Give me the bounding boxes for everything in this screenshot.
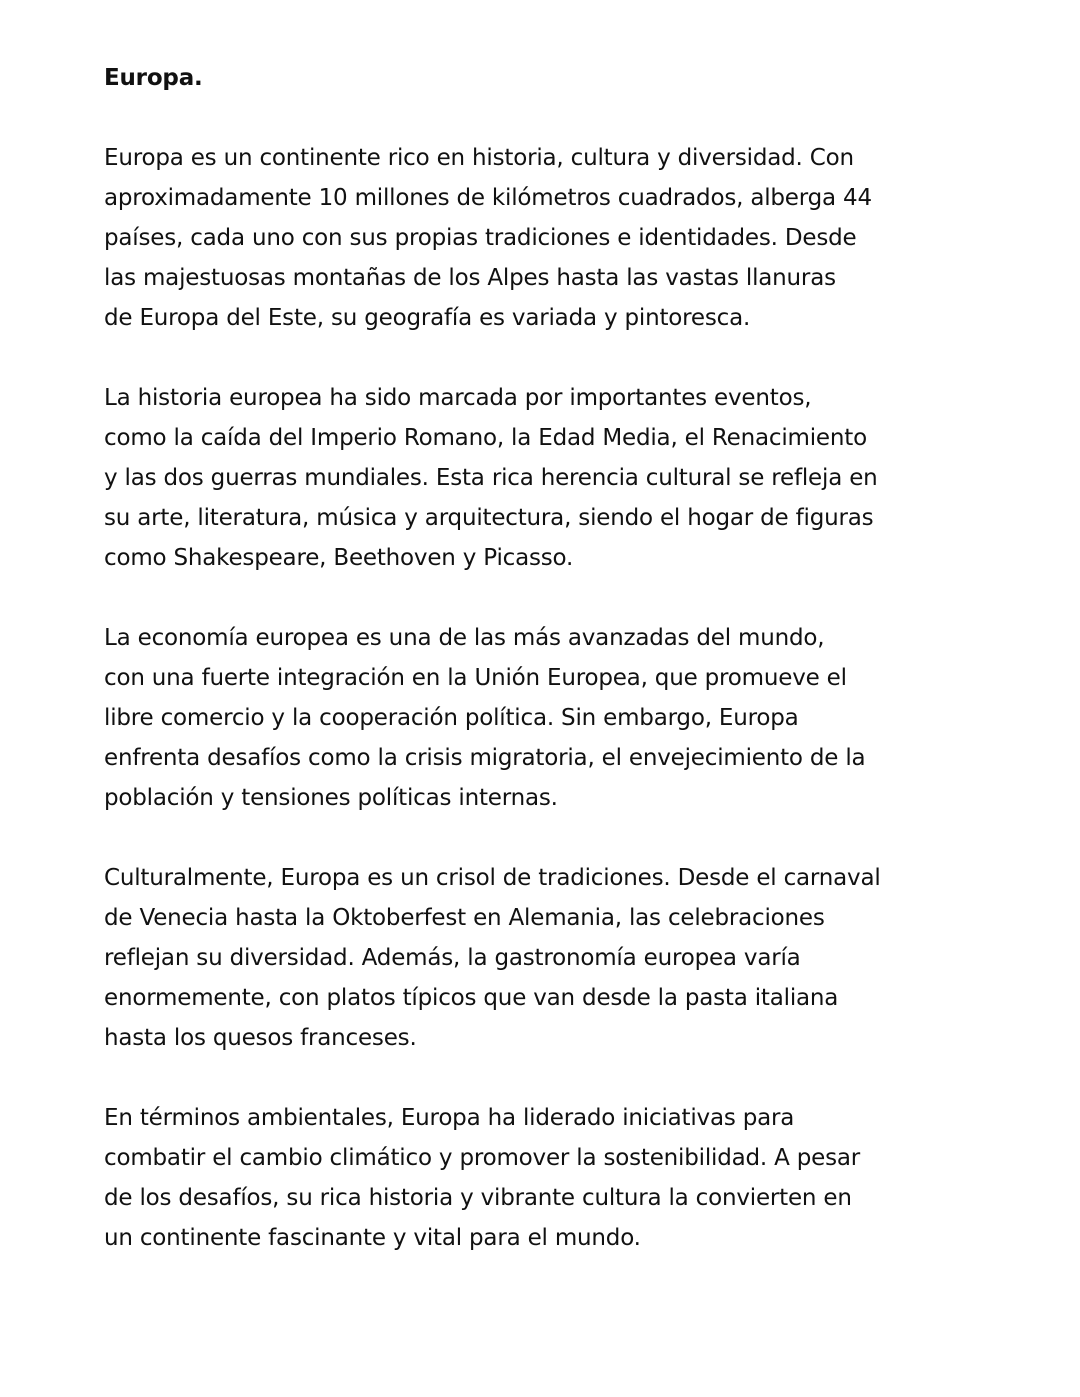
paragraph-line: La historia europea ha sido marcada por importantes eventos,	[104, 385, 812, 411]
paragraph-line: combatir el cambio climático y promover la sostenibilidad. A pesar	[104, 1145, 861, 1171]
paragraph-line: países, cada uno con sus propias tradiciones e identidades. Desde	[104, 225, 857, 251]
paragraph-line: de los desafíos, su rica historia y vibrante cultura la convierten en	[104, 1185, 852, 1211]
paragraph-line: como la caída del Imperio Romano, la Edad Media, el Renacimiento	[104, 425, 867, 451]
paragraph-line: Europa es un continente rico en historia, cultura y diversidad. Con	[104, 145, 854, 171]
paragraph-line: En términos ambientales, Europa ha liderado iniciativas para	[104, 1105, 795, 1131]
paragraph-line: las majestuosas montañas de los Alpes hasta las vastas llanuras	[104, 265, 836, 291]
paragraph-line: y las dos guerras mundiales. Esta rica herencia cultural se refleja en	[104, 465, 878, 491]
paragraph-line: su arte, literatura, música y arquitectura, siendo el hogar de figuras	[104, 505, 874, 531]
paragraph-1	[104, 138, 924, 338]
paragraph-line: enfrenta desafíos como la crisis migratoria, el envejecimiento de la	[104, 745, 866, 771]
paragraph-line: con una fuerte integración en la Unión Europea, que promueve el	[104, 665, 847, 691]
paragraph-line: población y tensiones políticas internas.	[104, 785, 558, 811]
paragraph-line: un continente fascinante y vital para el mundo.	[104, 1225, 641, 1251]
paragraph-2	[104, 378, 924, 578]
paragraph-3	[104, 618, 924, 818]
paragraph-line: de Europa del Este, su geografía es variada y pintoresca.	[104, 305, 751, 331]
paragraph-5	[104, 1098, 924, 1258]
paragraph-line: reflejan su diversidad. Además, la gastronomía europea varía	[104, 945, 801, 971]
paragraph-line: aproximadamente 10 millones de kilómetros cuadrados, alberga 44	[104, 185, 872, 211]
paragraph-line: La economía europea es una de las más avanzadas del mundo,	[104, 625, 825, 651]
document-title: Europa.	[104, 65, 203, 91]
paragraph-line: como Shakespeare, Beethoven y Picasso.	[104, 545, 574, 571]
paragraph-line: Culturalmente, Europa es un crisol de tradiciones. Desde el carnaval	[104, 865, 881, 891]
paragraph-line: hasta los quesos franceses.	[104, 1025, 417, 1051]
paragraph-line: enormemente, con platos típicos que van desde la pasta italiana	[104, 985, 839, 1011]
paragraph-4	[104, 858, 924, 1058]
document-page	[104, 58, 924, 1298]
paragraph-line: libre comercio y la cooperación política. Sin embargo, Europa	[104, 705, 799, 731]
paragraph-line: de Venecia hasta la Oktoberfest en Alemania, las celebraciones	[104, 905, 825, 931]
